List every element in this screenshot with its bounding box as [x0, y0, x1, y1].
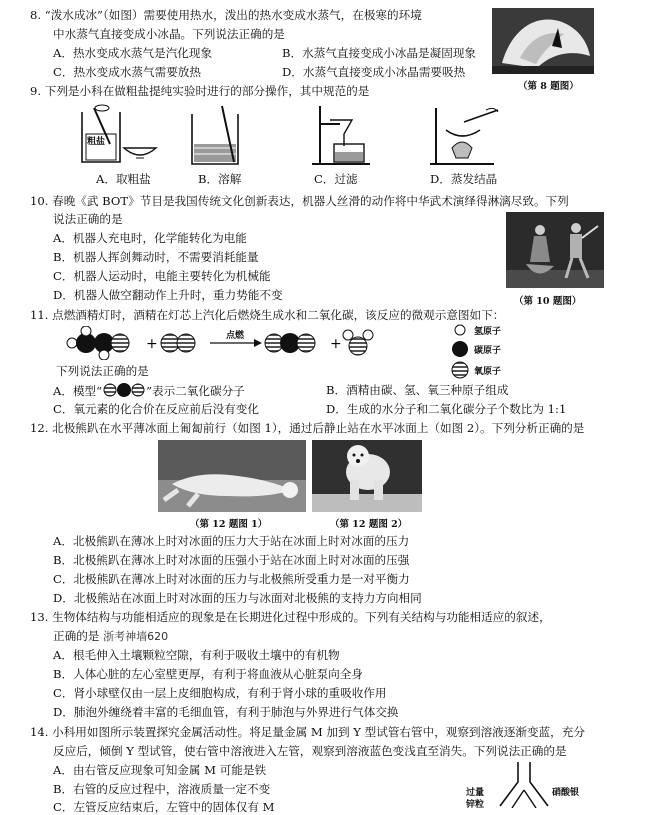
q12-photo-bear-standing [312, 440, 422, 512]
q8-stem-line2: 中水蒸气直接变成小冰晶。下列说法正确的是 [53, 27, 285, 41]
q13-stem-line1: 13. 生物体结构与功能相适应的现象是在长期进化过程中形成的。下列有关结构与功能相适应的叙述， [30, 610, 551, 624]
q8-figure-caption: （第 8 题图） [518, 81, 579, 92]
q14-label-excess: 过量 [466, 788, 485, 798]
q11-option-a-suffix: ”表示二氧化碳分子 [146, 384, 245, 398]
q13-option-c: C．肾小球壁仅由一层上皮细胞构成，有利于肾小球的重吸收作用 [53, 686, 387, 700]
q9-figure-b-dissolve [186, 104, 246, 168]
q11-reaction-diagram [60, 326, 380, 360]
q9-option-c: C．过滤 [314, 172, 358, 186]
q11-legend-symbols [450, 322, 470, 380]
q9-option-a: A．取粗盐 [96, 172, 151, 186]
q9-stem: 9. 下列是小科在做粗盐提纯实验时进行的部分操作，其中规范的是 [30, 84, 370, 98]
q14-label-silver-nitrate: 硝酸银 [552, 788, 580, 798]
q8-option-a: A．热水变成水蒸气是汽化现象 [53, 46, 213, 60]
q11-stem-line1: 11. 点燃酒精灯时，酒精在灯芯上汽化后燃烧生成水和二氧化碳，该反应的微观示意图如下： [30, 308, 505, 322]
q11-legend-hydrogen: 氢原子 [474, 327, 502, 337]
q10-photo-robots [506, 212, 604, 288]
svg-text:+: + [330, 336, 342, 352]
q13-stem-line2 [53, 629, 168, 644]
q12-figure1-caption: （第 12 题图 1） [190, 519, 268, 530]
q11-option-d: D．生成的水分子和二氧化碳分子个数比为 1:1 [326, 402, 567, 416]
q11-option-a-prefix: A．模型“ [53, 384, 103, 398]
q10-figure-caption: （第 10 题图） [514, 296, 582, 307]
q11-arrow-label: 点燃 [226, 331, 245, 341]
q14-stem-line1: 14. 小科用如图所示装置探究金属活动性。将足量金属 M 加到 Y 型试管右管中，观察到溶液逐渐变蓝，充分 [30, 725, 585, 739]
q8-photo-splash-ice [492, 8, 594, 74]
q10-option-b: B．机器人挥剑舞动时，不需要消耗能量 [53, 250, 259, 264]
q14-label-zinc: 锌粒 [466, 800, 485, 810]
q12-option-d: D．北极熊站在冰面上时对冰面的压力与冰面对北极熊的支持力方向相同 [53, 591, 422, 605]
q10-option-d: D．机器人做空翻动作上升时，重力势能不变 [53, 288, 283, 302]
q11-stem-line2: 下列说法正确的是 [56, 364, 149, 378]
q10-option-a: A．机器人充电时，化学能转化为电能 [53, 231, 247, 245]
q10-option-c: C．机器人运动时，电能主要转化为机械能 [53, 269, 271, 283]
q14-y-tube-apparatus [494, 760, 554, 808]
q10-stem-line1: 10. 春晚《武 BOT》节目是我国传统文化创新表达，机器人丝滑的动作将中华武术演绎得淋漓尽致。下列 [30, 194, 569, 208]
q14-option-c: C．左管反应结束后，左管中的固体仅有 M [53, 800, 275, 814]
q13-stem-text: 正确的是 [53, 629, 100, 643]
q11-option-b: B．酒精由碳、氢、氧三种原子组成 [326, 383, 509, 397]
q14-option-b: B．右管的反应过程中，溶液质量一定不变 [53, 782, 271, 796]
q11-legend-oxygen: 氧原子 [474, 367, 502, 377]
svg-text:+: + [146, 336, 158, 352]
q14-option-a: A．由右管反应现象可知金属 M 可能是铁 [53, 763, 267, 777]
q10-stem-line2: 说法正确的是 [53, 212, 123, 226]
q14-stem-line2: 反应后，倾倒 Y 型试管，使右管中溶液进入左管，观察到溶液蓝色变浅直至消失。下列说法正确的是 [53, 744, 567, 758]
q12-stem: 12. 北极熊趴在水平薄冰面上匍匐前行（如图 1），通过后静止站在水平冰面上（如图 2）。下列分析正确的是 [30, 421, 585, 435]
q12-option-c: C．北极熊趴在薄冰上时对冰面的压力与北极熊所受重力是一对平衡力 [53, 572, 410, 586]
q13-option-d: D．肺泡外缠绕着丰富的毛细血管，有利于肺泡与外界进行气体交换 [53, 705, 399, 719]
q11-option-c: C．氧元素的化合价在反应前后没有变化 [53, 402, 259, 416]
q11-legend-carbon: 碳原子 [474, 346, 502, 356]
q8-stem-line1: 8. “泼水成冰”（如图）需要使用热水，泼出的热水变成水蒸气，在极寒的环境 [30, 8, 422, 22]
q8-option-d: D．水蒸气直接变成小冰晶需要吸热 [282, 65, 466, 79]
q9-figure-c-filter [310, 102, 374, 168]
q9-option-d: D．蒸发结晶 [430, 172, 498, 186]
q8-option-b: B．水蒸气直接变成小冰晶是凝固现象 [282, 46, 477, 60]
q12-figure2-caption: （第 12 题图 2） [330, 519, 408, 530]
q12-photo-bear-lying [158, 440, 306, 512]
q12-option-a: A．北极熊趴在薄冰上时对冰面的压力大于站在冰面上时对冰面的压力 [53, 534, 410, 548]
q9-option-b: B．溶解 [198, 172, 242, 186]
q9-salt-label: 粗盐 [87, 137, 106, 147]
q13-option-b: B．人体心脏的左心室壁更厚，有利于将血液从心脏泵向全身 [53, 667, 363, 681]
q9-figure-d-evaporate [428, 102, 500, 168]
q8-option-c: C．热水变成水蒸气需要放热 [53, 65, 201, 79]
watermark: 浙考神墙620 [103, 630, 169, 643]
q13-option-a: A．根毛伸入土壤颗粒空隙，有利于吸收土壤中的有机物 [53, 648, 340, 662]
q11-option-a [53, 383, 245, 399]
q12-option-b: B．北极熊趴在薄冰上时对冰面的压强小于站在冰面上时对冰面的压强 [53, 553, 410, 567]
q11-co2-model-icon [102, 383, 146, 397]
